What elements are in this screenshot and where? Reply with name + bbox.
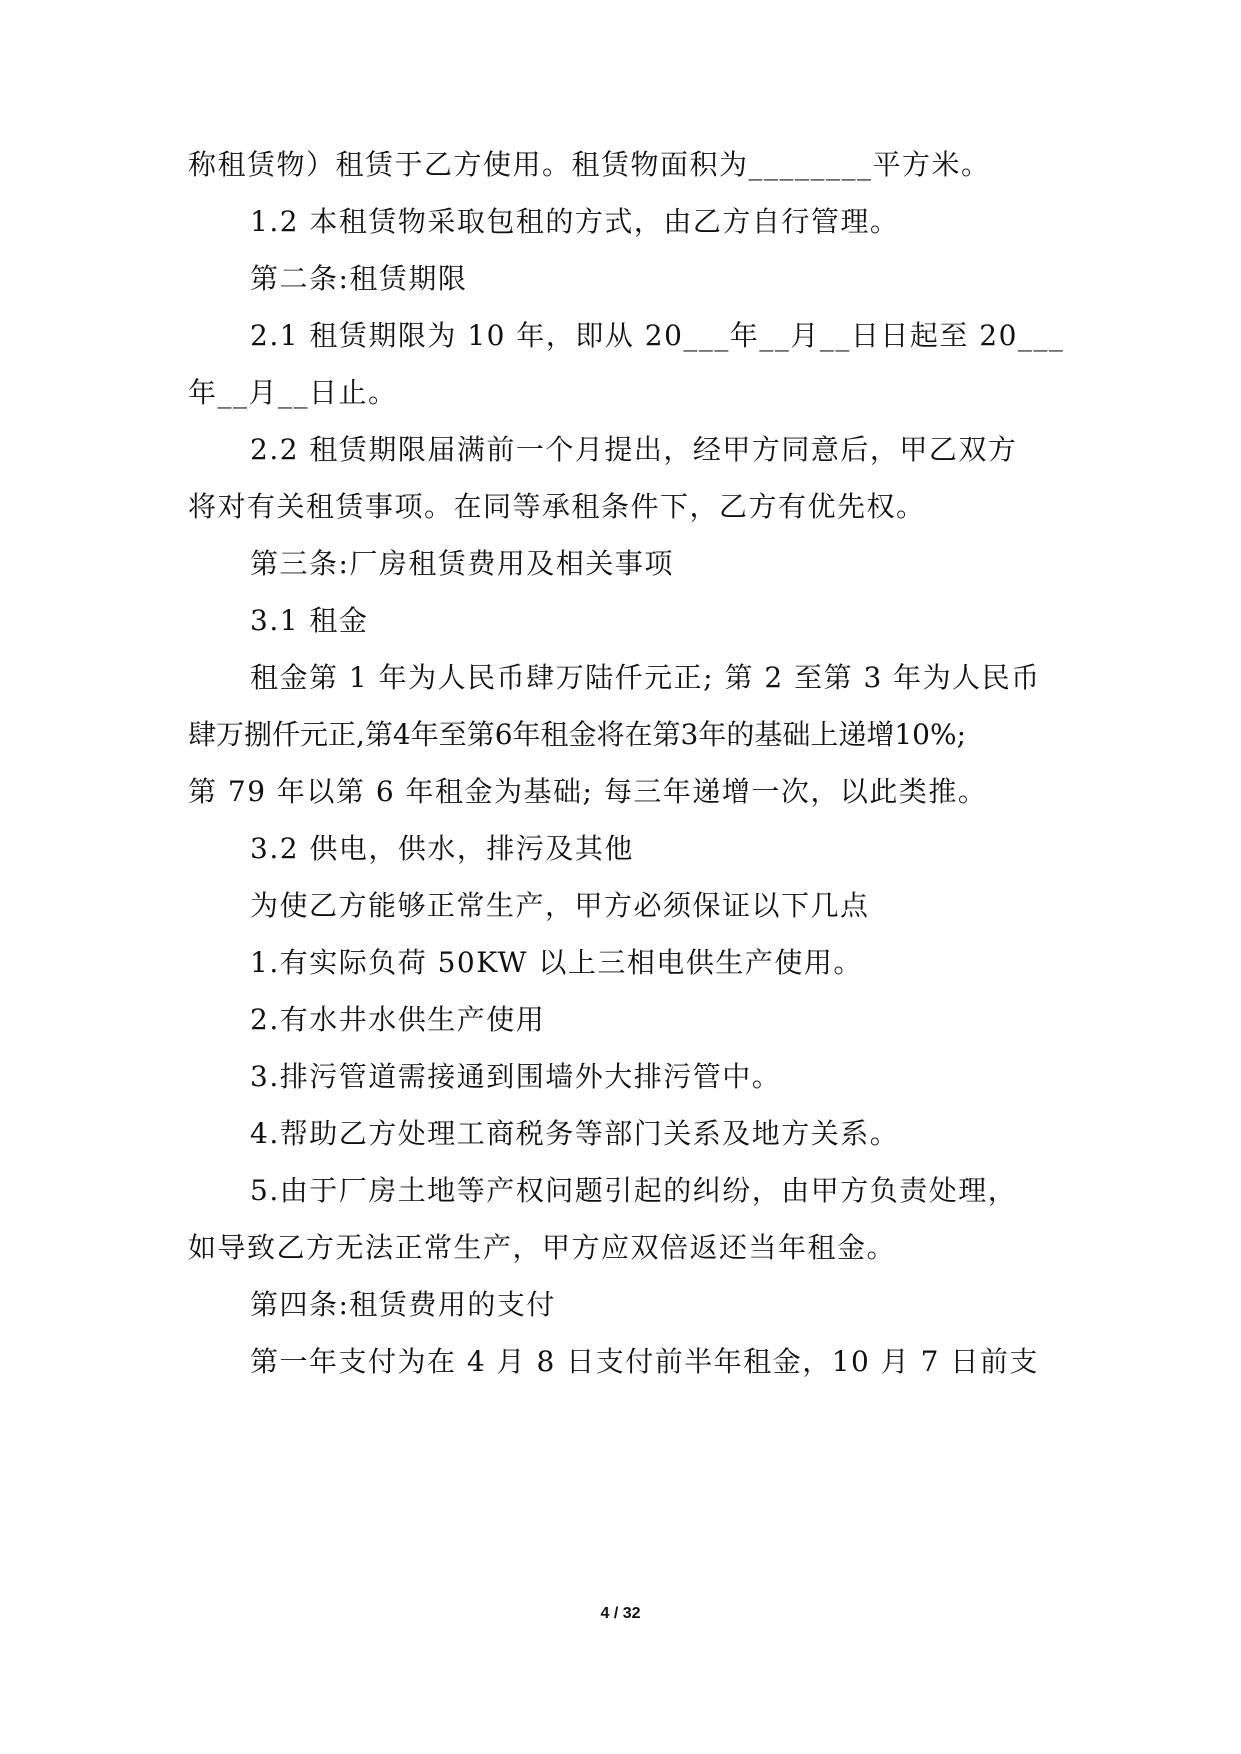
text-line: 4.帮助乙方处理工商税务等部门关系及地方关系。 xyxy=(250,1117,900,1150)
text-line: 3.排污管道需接通到围墙外大排污管中。 xyxy=(250,1060,782,1093)
text-line: 1.2 本租赁物采取包租的方式，由乙方自行管理。 xyxy=(250,205,900,238)
text-line: 5.由于厂房土地等产权问题引起的纠纷，由甲方负责处理， xyxy=(250,1174,1018,1207)
text-line: 年__月__日止。 xyxy=(188,376,398,409)
page-number: 4 / 32 xyxy=(600,1605,641,1622)
text-line: 如导致乙方无法正常生产，甲方应双倍返还当年租金。 xyxy=(188,1231,897,1264)
section-heading: 第四条:租赁费用的支付 xyxy=(250,1288,556,1321)
section-heading: 第二条:租赁期限 xyxy=(250,262,468,295)
text-line: 为使乙方能够正常生产，甲方必须保证以下几点 xyxy=(250,889,870,922)
text-line: 3.2 供电，供水，排污及其他 xyxy=(250,832,634,865)
text-line: 第一年支付为在 4 月 8 日支付前半年租金，10 月 7 日前支 xyxy=(250,1345,1039,1378)
text-line: 称租赁物）租赁于乙方使用。租赁物面积为________平方米。 xyxy=(188,148,991,181)
text-line: 将对有关租赁事项。在同等承租条件下，乙方有优先权。 xyxy=(188,490,926,523)
text-line: 肆万捌仟元正,第4年至第6年租金将在第3年的基础上递增10%; xyxy=(188,718,967,751)
text-line: 第 79 年以第 6 年租金为基础; 每三年递增一次，以此类推。 xyxy=(188,775,988,808)
text-line: 2.1 租赁期限为 10 年，即从 20___年__月__日日起至 20___ xyxy=(250,319,1065,352)
text-line: 3.1 租金 xyxy=(250,604,369,637)
section-heading: 第三条:厂房租赁费用及相关事项 xyxy=(250,547,674,580)
text-line: 1.有实际负荷 50KW 以上三相电供生产使用。 xyxy=(250,946,863,979)
text-line: 租金第 1 年为人民币肆万陆仟元正; 第 2 至第 3 年为人民币 xyxy=(250,661,1041,694)
text-line: 2.有水井水供生产使用 xyxy=(250,1003,546,1036)
text-line: 2.2 租赁期限届满前一个月提出，经甲方同意后，甲乙双方 xyxy=(250,433,1018,466)
